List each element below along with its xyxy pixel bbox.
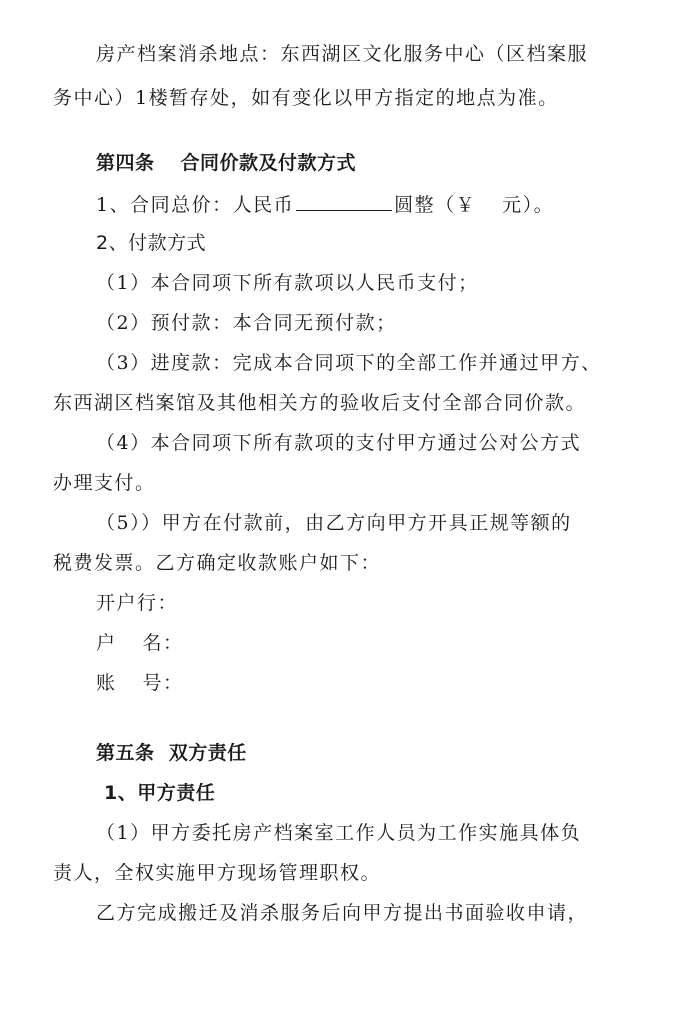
payment-item-4-line-2: 办理支付。 xyxy=(53,472,156,494)
account-number-field xyxy=(96,670,184,696)
account-name-field xyxy=(96,630,184,656)
payment-item-1: （1）本合同项下所有款项以人民币支付； xyxy=(96,272,479,294)
account-number-label-1: 账 xyxy=(96,672,117,694)
contract-total-price xyxy=(96,190,554,218)
bank-name-field: 开户行： xyxy=(96,592,179,614)
party-a-item-1-line-1: （1）甲方委托房产档案室工作人员为工作实施具体负 xyxy=(96,822,582,844)
acceptance-paragraph-line-1: 乙方完成搬迁及消杀服务后向甲方提出书面验收申请， xyxy=(96,902,589,924)
intro-line-1: 房产档案消杀地点：东西湖区文化服务中心（区档案服 xyxy=(96,43,589,65)
total-price-mid: 圆整（￥ xyxy=(394,194,477,216)
article-4-title: 合同价款及付款方式 xyxy=(180,152,357,174)
account-number-label-2: 号： xyxy=(142,672,184,694)
account-name-label-1: 户 xyxy=(96,632,117,654)
article-5-heading: 第五条 双方责任 xyxy=(96,742,247,764)
payment-item-4-line-1: （4）本合同项下所有款项的支付甲方通过公对公方式 xyxy=(96,432,582,454)
payment-item-3-line-1: （3）进度款：完成本合同项下的全部工作并通过甲方、 xyxy=(96,352,602,374)
payment-item-2: （2）预付款：本合同无预付款； xyxy=(96,312,397,334)
total-price-blank xyxy=(296,190,392,211)
payment-item-5-line-1: （5））甲方在付款前，由乙方向甲方开具正规等额的 xyxy=(96,512,572,534)
total-price-prefix: 1、合同总价：人民币 xyxy=(96,194,295,216)
payment-method-heading: 2、付款方式 xyxy=(96,232,207,254)
intro-line-2: 务中心）1楼暂存处，如有变化以甲方指定的地点为准。 xyxy=(53,87,559,109)
payment-item-3-line-2: 东西湖区档案馆及其他相关方的验收后支付全部合同价款。 xyxy=(53,392,587,414)
total-price-suffix: 元）。 xyxy=(502,194,555,216)
account-name-label-2: 名： xyxy=(142,632,184,654)
article-4-number: 第四条 xyxy=(96,152,155,174)
article-4-heading xyxy=(96,150,356,176)
payment-item-5-line-2: 税费发票。乙方确定收款账户如下： xyxy=(53,552,382,574)
party-a-item-1-line-2: 责人，全权实施甲方现场管理职权。 xyxy=(53,862,382,884)
party-a-responsibility-heading: 1、甲方责任 xyxy=(104,782,216,804)
